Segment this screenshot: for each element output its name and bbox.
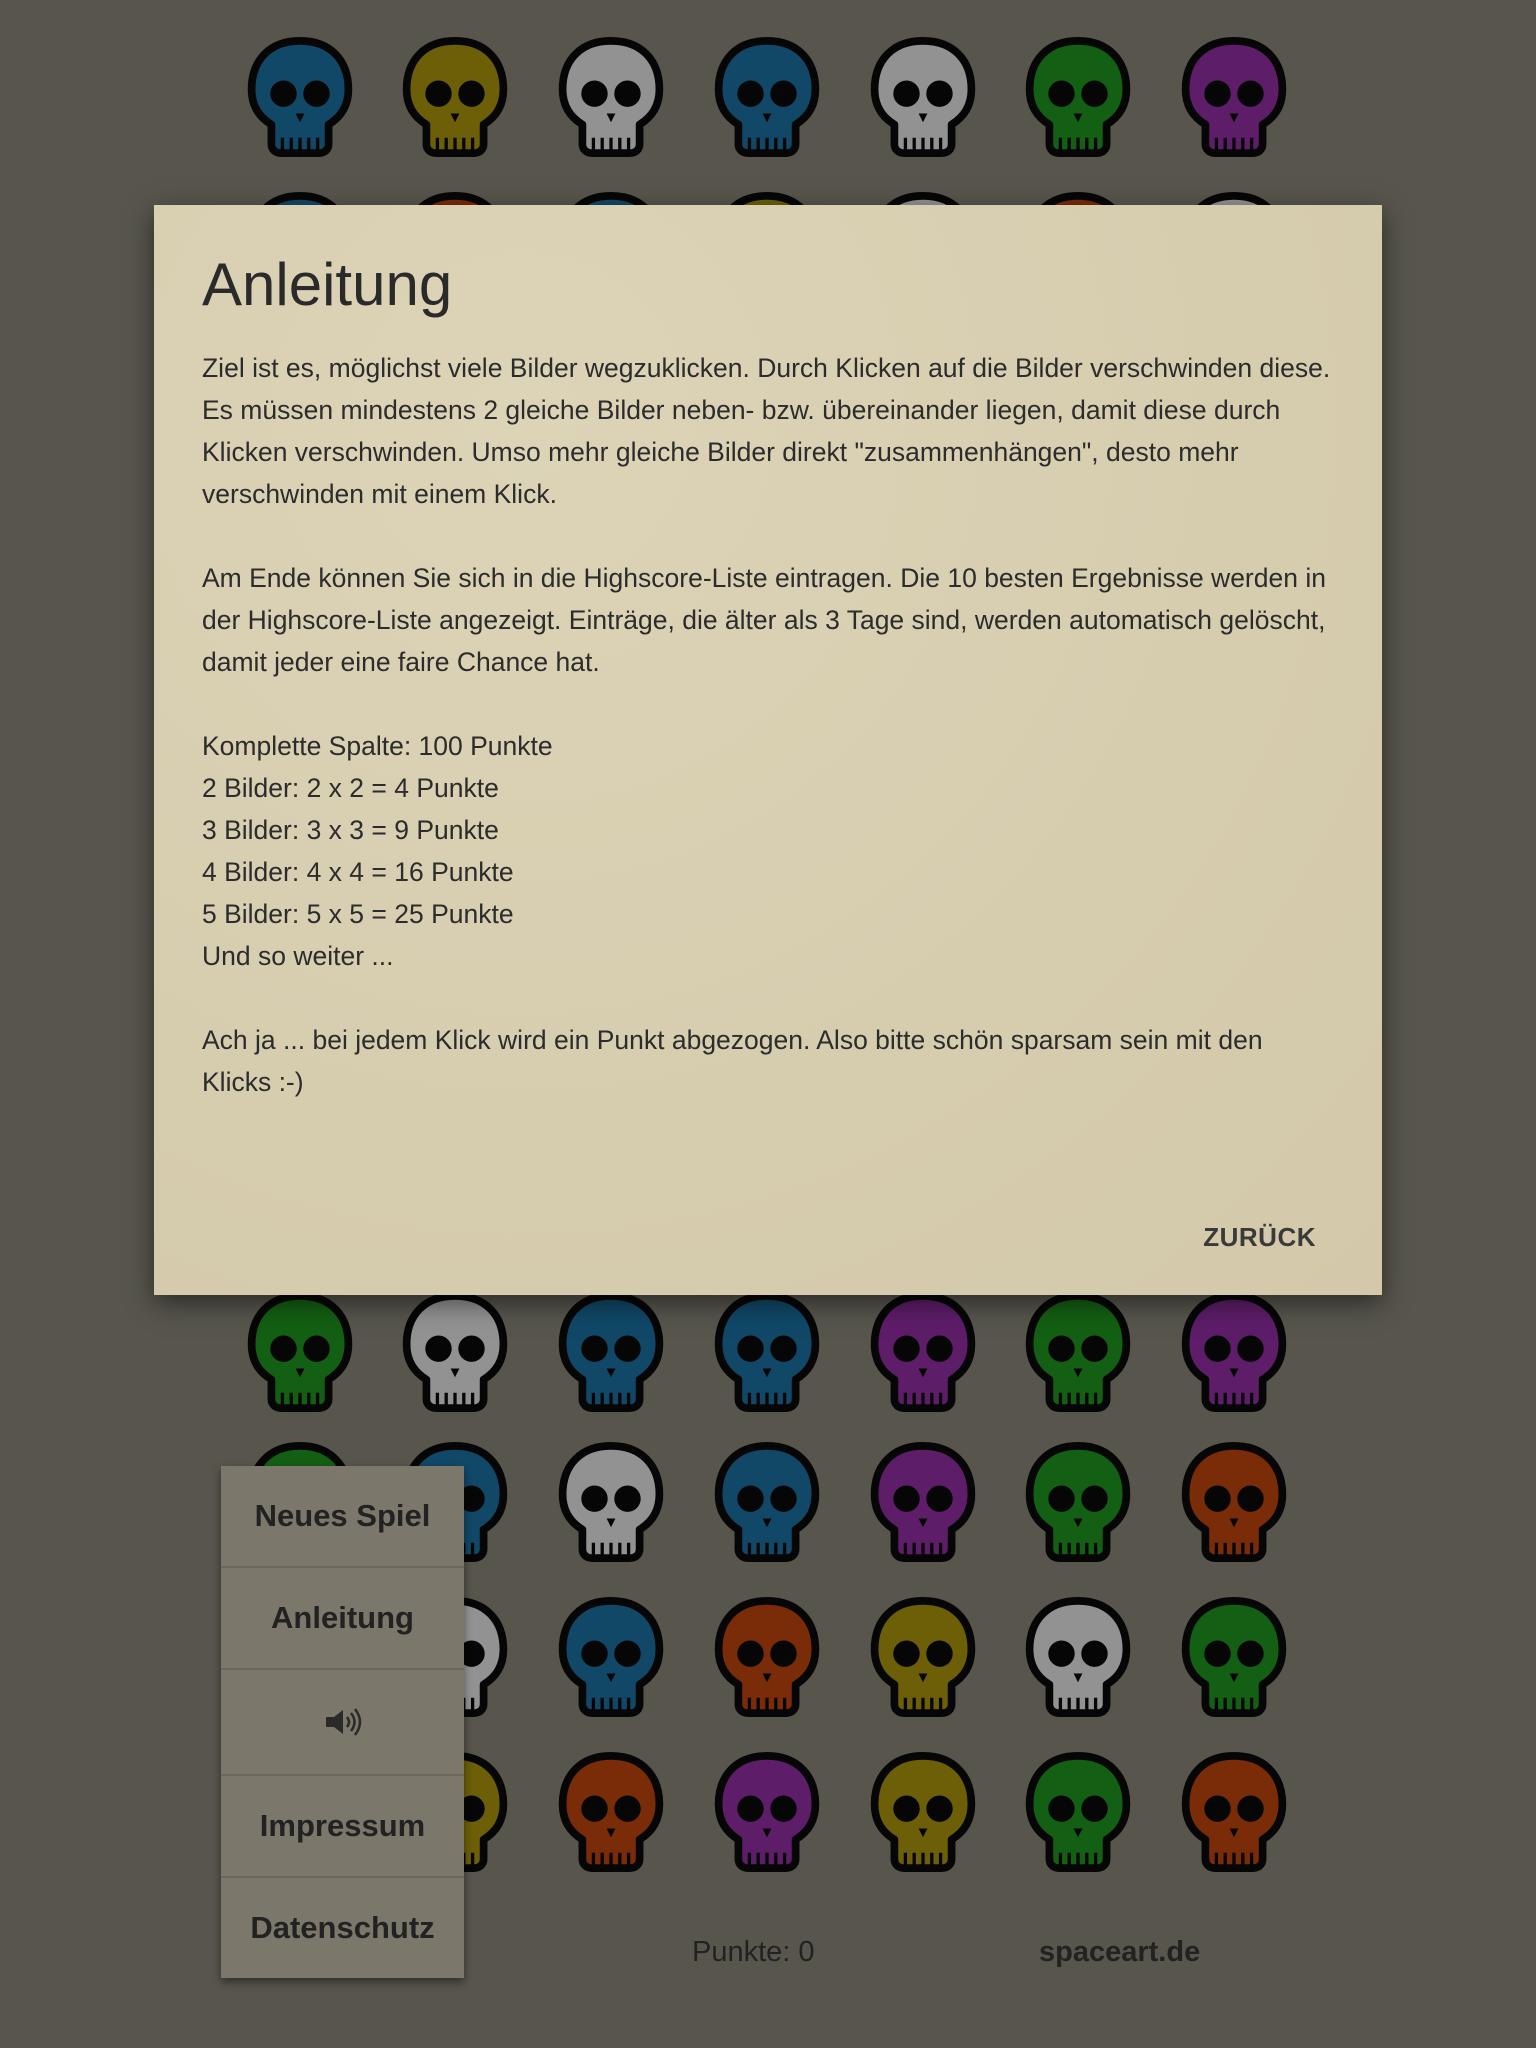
speaker-icon <box>323 1707 363 1737</box>
imprint-button[interactable]: Impressum <box>221 1776 464 1878</box>
points-display: Punkte: 0 <box>692 1936 815 1968</box>
dialog-body <box>202 347 1334 1103</box>
privacy-button[interactable]: Datenschutz <box>250 1910 435 1945</box>
dialog-title: Anleitung <box>202 251 453 318</box>
scoring-line: 2 Bilder: 2 x 2 = 4 Punkte <box>202 773 499 803</box>
instructions-dialog <box>154 205 1382 1295</box>
sound-toggle-button[interactable] <box>221 1670 464 1776</box>
scoring-line: 5 Bilder: 5 x 5 = 25 Punkte <box>202 899 514 929</box>
instructions-button[interactable]: Anleitung <box>221 1568 464 1670</box>
back-button[interactable]: ZURÜCK <box>1203 1222 1316 1252</box>
scoring-line: Komplette Spalte: 100 Punkte <box>202 731 553 761</box>
side-menu <box>221 1466 464 1978</box>
instructions-paragraph-clicks: Ach ja ... bei jedem Klick wird ein Punkt abgezogen. Also bitte schön sparsam sein mit den Klicks :-) <box>202 1025 1263 1097</box>
instructions-paragraph-goal: Ziel ist es, möglichst viele Bilder wegzuklicken. Durch Klicken auf die Bilder verschwinden diese. Es müssen mindestens 2 gleiche Bilder neben- bzw. übereinander liegen, damit diese durch Klicken verschwinden. Umso mehr gleiche Bilder direkt "zusammenhängen", desto mehr verschwinden mit einem Klick. <box>202 353 1331 509</box>
scoring-line: 3 Bilder: 3 x 3 = 9 Punkte <box>202 815 499 845</box>
instructions-paragraph-highscore: Am Ende können Sie sich in die Highscore-Liste eintragen. Die 10 besten Ergebnisse werden in der Highscore-Liste angezeigt. Einträge, die älter als 3 Tage sind, werden automatisch gelöscht, damit jeder eine faire Chance hat. <box>202 563 1326 677</box>
scoring-line: 4 Bilder: 4 x 4 = 16 Punkte <box>202 857 514 887</box>
scoring-line: Und so weiter ... <box>202 941 394 971</box>
site-credit: spaceart.de <box>1039 1936 1201 1968</box>
new-game-button[interactable]: Neues Spiel <box>221 1466 464 1568</box>
